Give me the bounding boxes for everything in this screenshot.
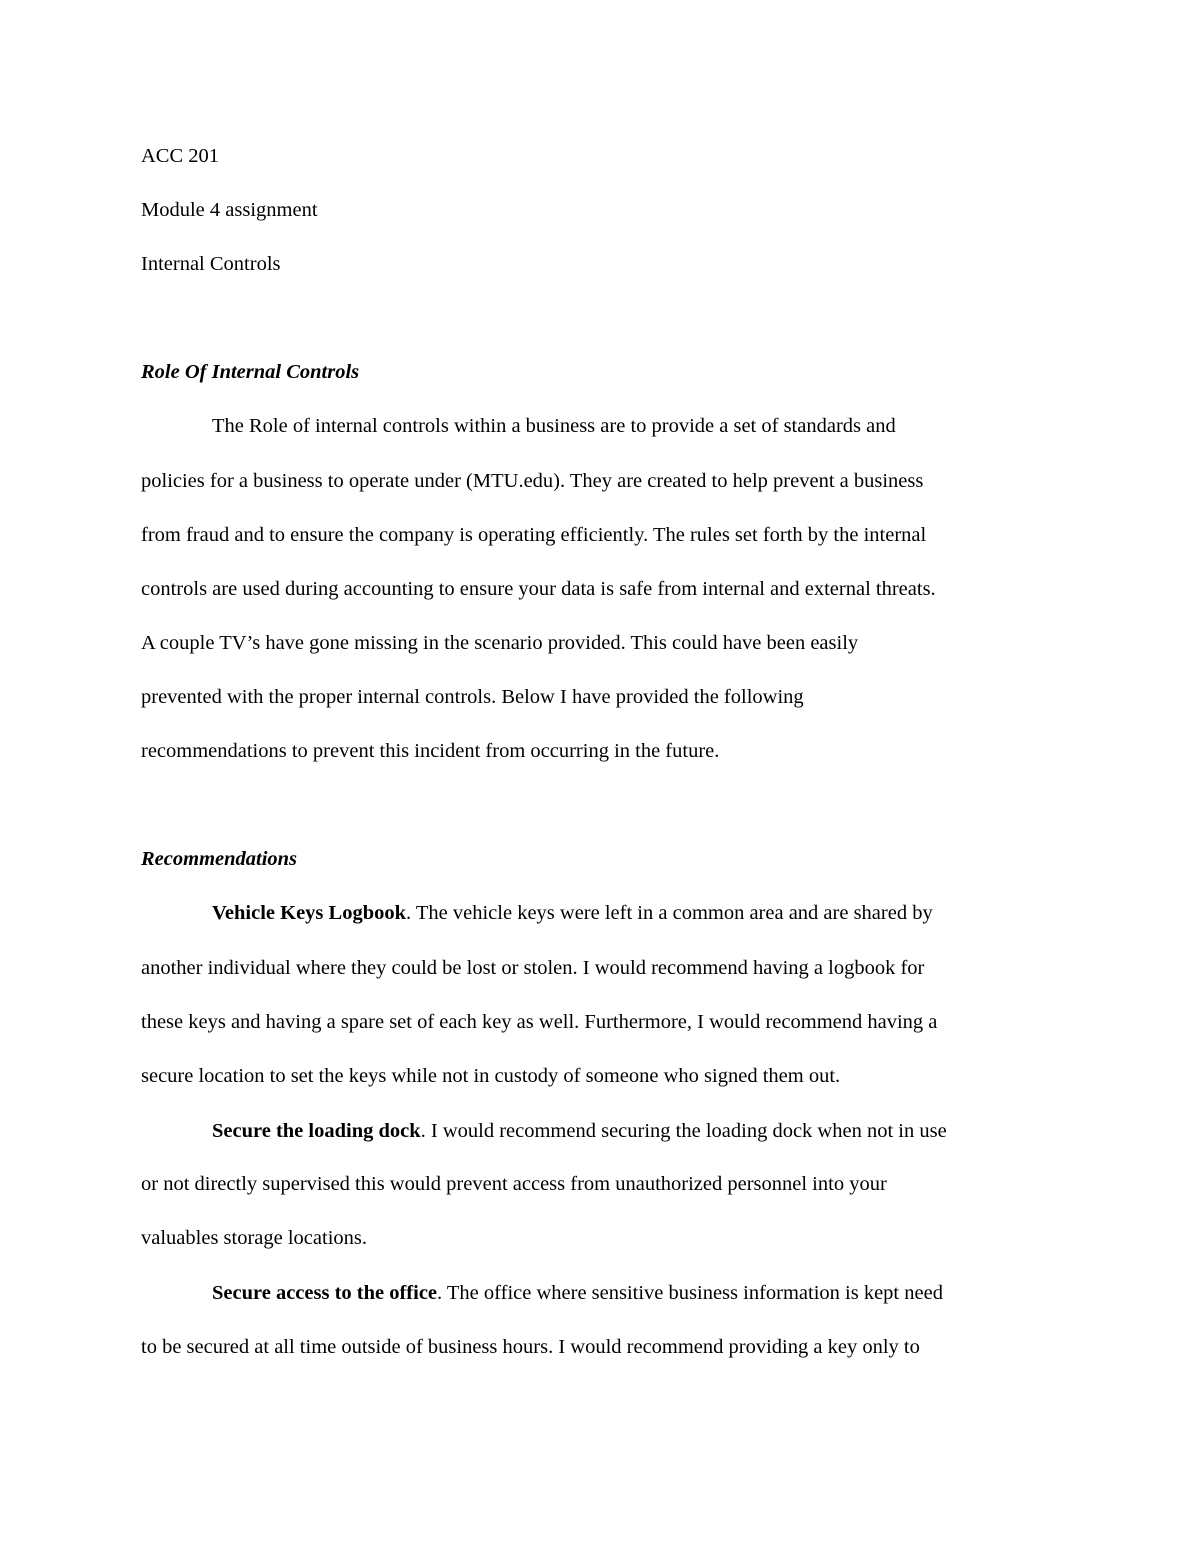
role-paragraph-line: prevented with the proper internal controls. Below I have provided the following	[141, 686, 804, 708]
recommendation-line: these keys and having a spare set of each key as well. Furthermore, I would recommend having a	[141, 1011, 938, 1033]
assignment-title: Module 4 assignment	[141, 199, 318, 221]
recommendation-term: Secure the loading dock	[212, 1120, 421, 1142]
role-paragraph-line: policies for a business to operate under (MTU.edu). They are created to help prevent a business	[141, 470, 924, 492]
recommendations-heading: Recommendations	[141, 848, 298, 870]
recommendation-text: . The vehicle keys were left in a common area and are shared by	[406, 902, 933, 924]
recommendation-vehicle-keys	[212, 899, 933, 927]
recommendation-text: . I would recommend securing the loading dock when not in use	[420, 1120, 947, 1142]
role-heading: Role Of Internal Controls	[141, 361, 360, 383]
recommendation-line: or not directly supervised this would prevent access from unauthorized personnel into your	[141, 1173, 887, 1195]
role-paragraph-line: controls are used during accounting to ensure your data is safe from internal and external threats.	[141, 578, 936, 600]
recommendation-text: . The office where sensitive business information is kept need	[437, 1282, 943, 1304]
role-paragraph-line: from fraud and to ensure the company is operating efficiently. The rules set forth by the internal	[141, 524, 927, 546]
recommendation-line: to be secured at all time outside of business hours. I would recommend providing a key only to	[141, 1336, 920, 1358]
recommendation-loading-dock	[212, 1117, 947, 1145]
recommendation-line: secure location to set the keys while not in custody of someone who signed them out.	[141, 1065, 841, 1087]
recommendation-line: another individual where they could be lost or stolen. I would recommend having a logbook for	[141, 957, 925, 979]
topic-title: Internal Controls	[141, 253, 281, 275]
recommendation-term: Secure access to the office	[212, 1282, 438, 1304]
recommendation-term: Vehicle Keys Logbook	[212, 902, 407, 924]
recommendation-office-access	[212, 1279, 943, 1307]
role-paragraph-line: The Role of internal controls within a business are to provide a set of standards and	[212, 415, 896, 437]
role-paragraph-line: recommendations to prevent this incident from occurring in the future.	[141, 740, 720, 762]
course-code: ACC 201	[141, 145, 220, 167]
role-paragraph-line: A couple TV’s have gone missing in the scenario provided. This could have been easily	[141, 632, 859, 654]
recommendation-line: valuables storage locations.	[141, 1227, 368, 1249]
